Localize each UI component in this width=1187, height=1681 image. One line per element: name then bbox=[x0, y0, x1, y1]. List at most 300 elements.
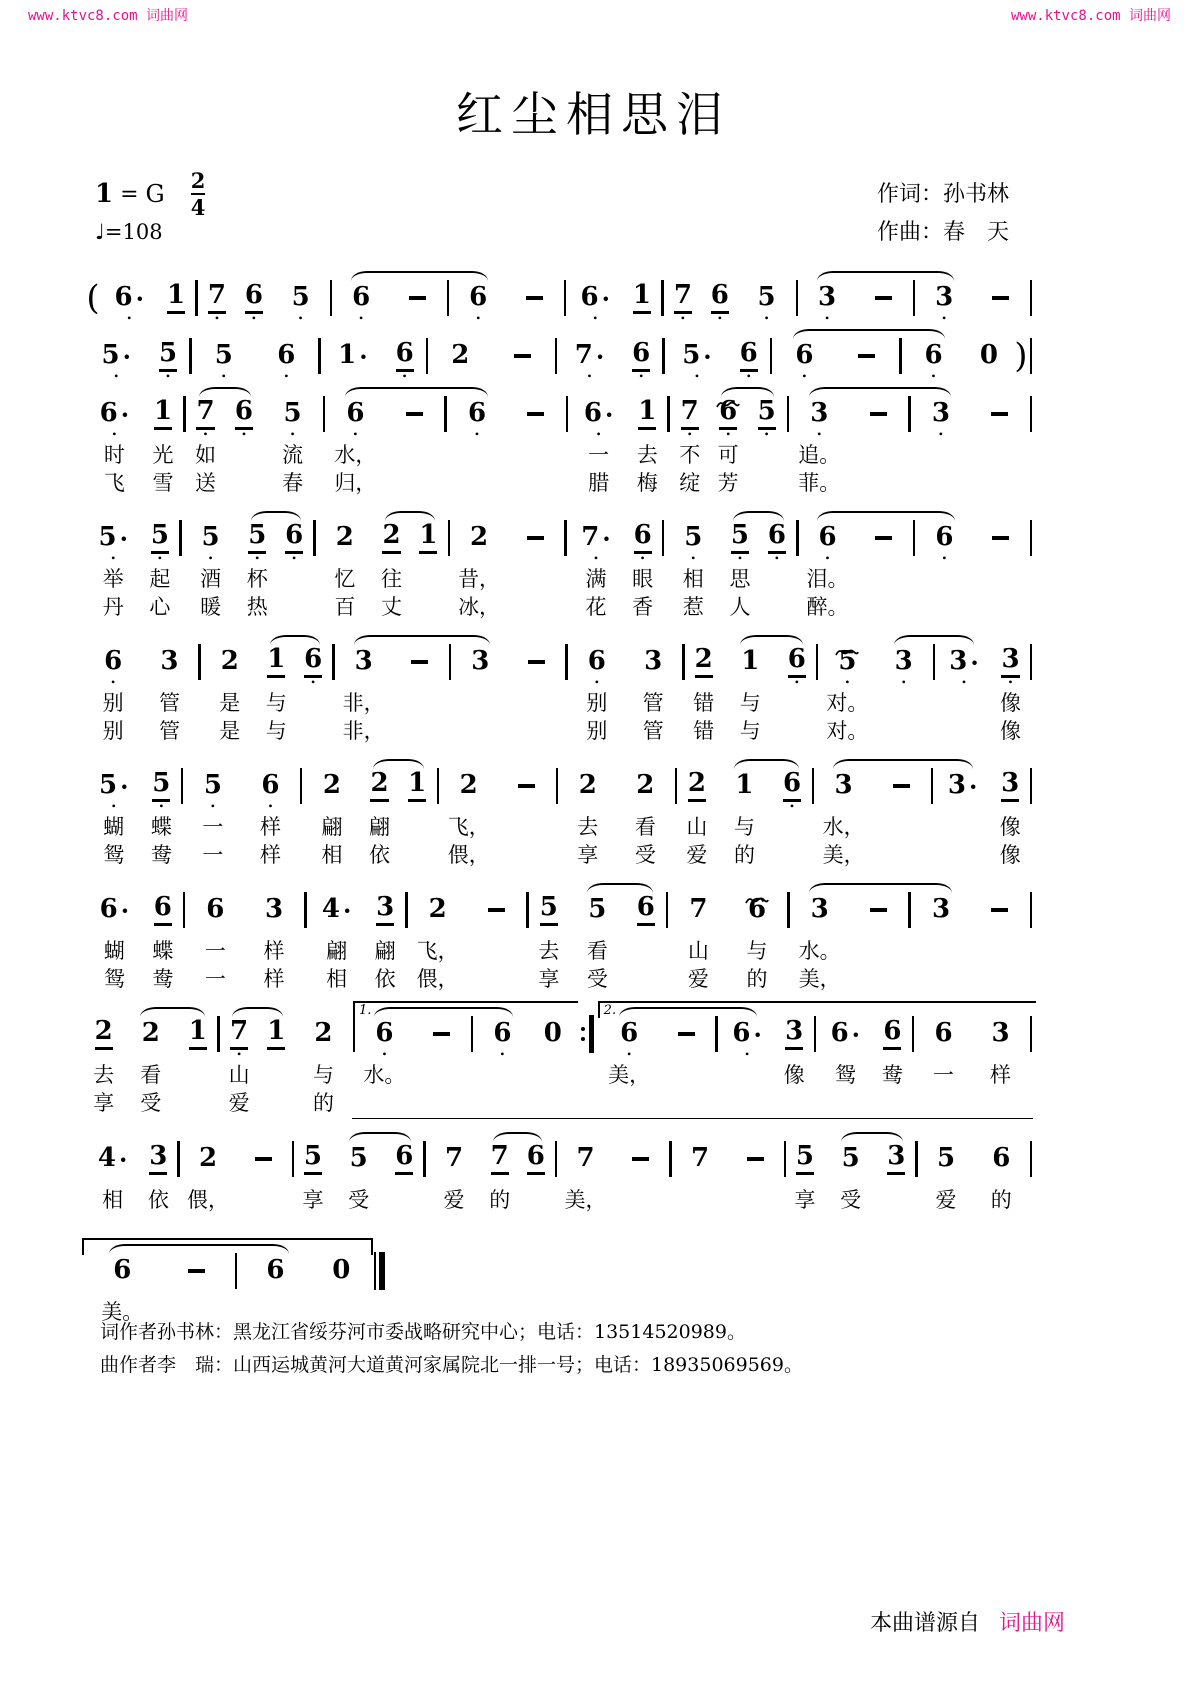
lyric-syllable bbox=[778, 718, 815, 746]
note-number: 3 bbox=[947, 770, 967, 801]
lyric-syllable: 雪 bbox=[152, 471, 174, 495]
lyric-syllable bbox=[225, 442, 263, 470]
note-cell bbox=[627, 880, 665, 994]
lyric-syllable: 相 bbox=[102, 1188, 124, 1212]
lyric-syllable: 蝶 bbox=[150, 815, 172, 839]
lyric-syllable bbox=[413, 1090, 470, 1119]
lyric-syllable: 水。 bbox=[363, 1063, 406, 1087]
glyph-row bbox=[276, 521, 313, 555]
lyric-syllable: 相 bbox=[326, 967, 348, 991]
glyph-row bbox=[85, 1142, 140, 1176]
note-number: 6 bbox=[493, 1018, 512, 1049]
glyph-row bbox=[313, 1254, 370, 1288]
octave-dot bbox=[1029, 803, 1033, 814]
volta-bracket bbox=[235, 1238, 316, 1255]
glyph-row bbox=[558, 339, 621, 373]
key-equals: = bbox=[120, 181, 139, 207]
note-number: 6 bbox=[580, 282, 599, 313]
note-cell bbox=[263, 384, 322, 498]
lyric-syllable bbox=[506, 470, 565, 498]
slur-space bbox=[701, 268, 738, 281]
glyph-row bbox=[440, 769, 498, 803]
octave-dot bbox=[467, 927, 526, 938]
glyph-row bbox=[122, 1017, 179, 1051]
barline-rule bbox=[1030, 396, 1033, 432]
lyric-syllable bbox=[936, 690, 992, 718]
lyric-syllable: 的 bbox=[746, 967, 768, 991]
volta-bracket bbox=[969, 1001, 1032, 1018]
note-cell bbox=[799, 268, 856, 326]
dash-rule bbox=[188, 1269, 205, 1273]
slur-space bbox=[492, 326, 555, 339]
dash-note bbox=[506, 384, 565, 498]
note-cell bbox=[773, 756, 811, 870]
slur-space bbox=[148, 326, 189, 339]
glyph-row bbox=[855, 281, 912, 315]
volta-bracket bbox=[410, 1001, 473, 1018]
slur-space bbox=[664, 268, 701, 281]
note-number: 7 bbox=[681, 398, 699, 429]
lyric-syllable bbox=[856, 594, 912, 622]
source-line bbox=[870, 1606, 1065, 1637]
lyric-syllable bbox=[295, 718, 332, 746]
glyph-row bbox=[158, 281, 195, 315]
slur-space bbox=[236, 1129, 291, 1142]
slur-space bbox=[836, 326, 899, 339]
octave-dot bbox=[313, 1288, 370, 1299]
tempo-mark bbox=[95, 220, 163, 244]
octave-dot: • bbox=[942, 551, 947, 565]
glyph-row bbox=[849, 397, 908, 431]
dash-note bbox=[492, 326, 555, 384]
slur-space bbox=[141, 508, 178, 521]
lyric-syllable bbox=[508, 718, 564, 746]
note-number: 2 bbox=[370, 770, 388, 801]
slur-space bbox=[192, 326, 255, 339]
note-cell bbox=[974, 1129, 1029, 1215]
note-number: 7 bbox=[576, 1143, 595, 1174]
slur-space bbox=[336, 632, 392, 645]
slur-space bbox=[569, 384, 628, 397]
lyric-syllable: 杯 bbox=[246, 567, 268, 591]
octave-dot: • bbox=[127, 311, 132, 325]
lyric-syllable: 美。 bbox=[101, 1300, 144, 1324]
note-number: 1 bbox=[408, 770, 426, 801]
octave-dot bbox=[623, 315, 660, 326]
note-number: 5 bbox=[936, 1143, 956, 1174]
dash-note bbox=[160, 1241, 235, 1327]
glyph-row bbox=[184, 769, 242, 803]
lyric-syllable: 春 bbox=[282, 471, 304, 495]
glyph-row bbox=[819, 645, 875, 679]
note-number: 5 bbox=[841, 1143, 860, 1174]
slur-space bbox=[326, 384, 385, 397]
octave-dot: • bbox=[737, 551, 743, 565]
slur-space bbox=[392, 632, 448, 645]
augmentation-dot: · bbox=[120, 895, 130, 925]
note-cell bbox=[225, 384, 263, 498]
note-cell bbox=[258, 1004, 295, 1118]
note-number: 7 bbox=[444, 1143, 464, 1174]
lyric-syllable bbox=[258, 1090, 295, 1118]
lyric-syllable bbox=[916, 594, 972, 622]
octave-dot bbox=[307, 927, 366, 938]
note-number: 2 bbox=[220, 646, 239, 677]
glyph-row bbox=[160, 1254, 235, 1288]
slur-space bbox=[936, 632, 992, 645]
note-number: 6 bbox=[830, 1018, 849, 1049]
note-cell bbox=[934, 756, 992, 870]
lyric-syllable: 样 bbox=[263, 939, 285, 963]
lyric-syllable bbox=[497, 814, 555, 842]
augmentation-dot: · bbox=[601, 283, 610, 313]
system-cells bbox=[85, 1241, 390, 1327]
slur-space bbox=[295, 1129, 331, 1142]
glyph-row bbox=[144, 397, 182, 431]
lyric-syllable bbox=[497, 842, 555, 870]
dash-note bbox=[385, 384, 444, 498]
glyph-row bbox=[366, 893, 404, 927]
slur-space bbox=[452, 632, 508, 645]
glyph-row bbox=[143, 769, 181, 803]
paren bbox=[85, 268, 101, 326]
octave-dot: • bbox=[825, 311, 830, 325]
note-number: 6 bbox=[747, 894, 767, 925]
lyric-syllable: 山 bbox=[228, 1063, 250, 1087]
lyric-syllable: 像 bbox=[783, 1063, 805, 1087]
octave-dot bbox=[85, 1288, 160, 1299]
lyric-syllable bbox=[876, 718, 932, 746]
lyric-syllable bbox=[575, 1062, 601, 1090]
glyph-row bbox=[856, 521, 912, 555]
note-cell bbox=[235, 268, 272, 326]
glyph-row bbox=[758, 521, 795, 555]
barline-rule bbox=[667, 396, 670, 432]
note-number: 3 bbox=[160, 646, 179, 677]
octave-dot bbox=[507, 555, 563, 566]
lyric-syllable bbox=[1029, 1090, 1033, 1119]
note-cell bbox=[242, 756, 300, 870]
slur-space bbox=[878, 1129, 914, 1142]
note-cell bbox=[85, 880, 144, 994]
note-number: 5 bbox=[540, 894, 558, 925]
glyph-row bbox=[506, 281, 563, 315]
glyph-row bbox=[192, 339, 255, 373]
lyric-syllable bbox=[276, 566, 313, 594]
music-system bbox=[85, 632, 1033, 746]
octave-dot: • bbox=[241, 427, 247, 441]
octave-dot: • bbox=[112, 427, 117, 441]
octave-dot: • bbox=[744, 1047, 750, 1061]
note-cell bbox=[672, 1129, 727, 1215]
note-number: 6 bbox=[277, 340, 296, 371]
barline-rule bbox=[565, 644, 568, 680]
note-number: 3 bbox=[810, 398, 829, 429]
lyric-syllable: 与 bbox=[733, 815, 755, 839]
note-number: 7 bbox=[581, 522, 600, 553]
octave-dot bbox=[180, 1176, 235, 1187]
note-number: 0 bbox=[543, 1018, 562, 1049]
slur-space bbox=[198, 268, 235, 281]
lyric-syllable bbox=[719, 1090, 776, 1119]
lyric-syllable bbox=[916, 566, 972, 594]
slur-space bbox=[973, 508, 1029, 521]
glyph-row bbox=[144, 893, 182, 927]
octave-dot bbox=[575, 1051, 601, 1062]
repeat-dot bbox=[581, 1037, 585, 1041]
volta-bracket bbox=[912, 1001, 975, 1018]
octave-dot: • bbox=[111, 799, 116, 813]
volta-bracket bbox=[353, 1001, 416, 1018]
dash-note bbox=[970, 880, 1029, 994]
system-cells bbox=[85, 880, 1033, 994]
glyph-row bbox=[507, 521, 563, 555]
lyric-syllable bbox=[1029, 1062, 1033, 1090]
note-cell bbox=[85, 1241, 160, 1327]
octave-dot bbox=[1029, 373, 1033, 384]
footer-credit-2: 曲作者李 瑞：山西运城黄河大道黄河家属院北一排一号；电话：18935069569。 bbox=[100, 1354, 803, 1376]
barline-rule bbox=[555, 338, 558, 374]
lyric-syllable: 别 bbox=[586, 719, 608, 743]
augmentation-dot: · bbox=[851, 1019, 861, 1049]
lyric-syllable: 受 bbox=[840, 1188, 862, 1212]
note-cell bbox=[719, 1004, 776, 1119]
octave-dot: • bbox=[694, 369, 700, 383]
note-number: 6 bbox=[235, 398, 253, 429]
note-number: 5 bbox=[151, 522, 169, 553]
lyric-syllable: 受 bbox=[140, 1091, 162, 1115]
dash-note bbox=[508, 632, 564, 746]
slur-space bbox=[671, 384, 709, 397]
lyric-syllable bbox=[1029, 938, 1033, 966]
system-cells bbox=[85, 756, 1033, 870]
dash-rule bbox=[528, 660, 545, 664]
glyph-row bbox=[238, 1254, 313, 1288]
lyric-syllable: 与 bbox=[739, 719, 761, 743]
note-cell bbox=[361, 756, 399, 870]
barline-rule bbox=[447, 280, 450, 316]
lyric-syllable: 鸯 bbox=[150, 843, 172, 867]
volta-bracket bbox=[310, 1238, 373, 1255]
lyric-syllable: 别 bbox=[102, 691, 124, 715]
note-cell bbox=[295, 1129, 331, 1215]
dash-note bbox=[467, 880, 526, 994]
octave-dot bbox=[1029, 555, 1033, 566]
note-number: 6 bbox=[719, 398, 737, 429]
note-number: 7 bbox=[230, 1018, 248, 1049]
note-cell bbox=[617, 756, 675, 870]
slur-space bbox=[685, 632, 722, 645]
dash-note bbox=[413, 1004, 470, 1119]
note-number: 6 bbox=[632, 340, 650, 371]
lyric-syllable bbox=[627, 966, 665, 994]
note-cell bbox=[625, 632, 681, 746]
glyph-row bbox=[658, 1017, 715, 1051]
note-cell bbox=[559, 756, 617, 870]
slur-space bbox=[303, 756, 361, 769]
note-number: 7 bbox=[491, 1143, 509, 1174]
note-number: 6 bbox=[924, 340, 943, 371]
barline bbox=[1029, 508, 1033, 622]
lyric-syllable bbox=[276, 594, 313, 622]
note-cell bbox=[558, 326, 621, 384]
slur-space bbox=[508, 632, 564, 645]
lyric-syllable bbox=[507, 594, 563, 622]
lyric-syllable: 美， bbox=[798, 967, 841, 991]
note-number: 3 bbox=[785, 1018, 803, 1049]
glyph-row bbox=[245, 893, 304, 927]
note-number: 1 bbox=[267, 646, 285, 677]
note-number: 6 bbox=[527, 1143, 545, 1174]
octave-dot bbox=[658, 1051, 715, 1062]
glyph-row bbox=[709, 397, 747, 431]
octave-dot bbox=[836, 373, 899, 384]
octave-dot: • bbox=[639, 369, 644, 383]
octave-dot: • bbox=[596, 427, 601, 441]
slur-space bbox=[902, 326, 965, 339]
slur-space bbox=[506, 384, 565, 397]
slur-space bbox=[239, 508, 276, 521]
lyric-syllable bbox=[467, 938, 526, 966]
dash-rule bbox=[526, 296, 543, 300]
lyricist-credit: 作词：孙书林 bbox=[876, 182, 1009, 207]
octave-dot bbox=[722, 679, 778, 690]
note-cell bbox=[440, 756, 498, 870]
glyph-row bbox=[787, 1142, 823, 1176]
glyph-row bbox=[361, 769, 399, 803]
glyph-row bbox=[1029, 1142, 1033, 1176]
note-number: 3 bbox=[376, 894, 394, 925]
lyric-syllable bbox=[236, 1187, 291, 1215]
slur-space bbox=[385, 384, 444, 397]
note-number: 1 bbox=[189, 1018, 207, 1049]
slur-space bbox=[366, 880, 404, 893]
glyph-row bbox=[728, 893, 787, 927]
note-cell bbox=[122, 1004, 179, 1118]
lyric-syllable: 忆 bbox=[334, 567, 356, 591]
note-number: 6 bbox=[783, 770, 801, 801]
lyric-syllable bbox=[452, 718, 508, 746]
dash-note bbox=[849, 880, 908, 994]
lyric-syllable: 看 bbox=[140, 1063, 162, 1087]
note-cell bbox=[276, 508, 313, 622]
barline-rule bbox=[217, 1016, 220, 1052]
lyric-syllable bbox=[295, 690, 332, 718]
note-number: 6 bbox=[768, 522, 786, 553]
augmentation-dot: · bbox=[703, 341, 712, 371]
lyric-syllable: 腊 bbox=[588, 471, 610, 495]
note-number: 2 bbox=[451, 340, 470, 371]
note-cell bbox=[144, 384, 182, 498]
note-number: 3 bbox=[354, 646, 373, 677]
glyph-row bbox=[508, 645, 564, 679]
dash-rule bbox=[893, 784, 910, 788]
barline-rule bbox=[177, 1141, 180, 1177]
lyric-syllable bbox=[876, 690, 932, 718]
glyph-row bbox=[333, 281, 390, 315]
glyph-row bbox=[664, 281, 701, 315]
augmentation-dot: · bbox=[605, 399, 614, 429]
barline-rule bbox=[908, 892, 911, 928]
note-number: 3 bbox=[810, 894, 829, 925]
barline-rule bbox=[666, 892, 669, 928]
note-number: 2 bbox=[578, 770, 597, 801]
glyph-row bbox=[220, 1017, 257, 1051]
octave-dot bbox=[530, 927, 568, 938]
slur-space bbox=[497, 756, 555, 769]
lyric-syllable: 丈 bbox=[380, 595, 402, 619]
glyph-row bbox=[85, 769, 143, 803]
note-cell bbox=[874, 1004, 911, 1119]
slur-space bbox=[467, 880, 526, 893]
lyric-syllable bbox=[474, 1062, 531, 1090]
slur-space bbox=[398, 756, 436, 769]
note-number: 6 bbox=[732, 1018, 751, 1049]
glyph-row bbox=[384, 339, 425, 373]
barline-rule bbox=[913, 280, 916, 316]
note-number: 2 bbox=[141, 1018, 160, 1049]
lyric-syllable: 归， bbox=[334, 471, 377, 495]
lyric-syllable: 绽 bbox=[679, 471, 701, 495]
octave-dot bbox=[972, 315, 1029, 326]
lyric-syllable bbox=[872, 842, 930, 870]
slur-space bbox=[258, 1004, 295, 1017]
glyph-row bbox=[773, 339, 836, 373]
glyph-row bbox=[326, 397, 385, 431]
slur-space bbox=[482, 1129, 518, 1142]
dash-note bbox=[856, 508, 912, 622]
lyric-syllable: 享 bbox=[577, 843, 599, 867]
note-cell bbox=[85, 632, 141, 746]
barline-rule bbox=[816, 644, 819, 680]
watermark-right: www.ktvc8.com 词曲网 bbox=[1010, 8, 1171, 24]
slur-space bbox=[272, 268, 329, 281]
octave-dot bbox=[1029, 927, 1033, 938]
glyph-row bbox=[617, 769, 675, 803]
dash-note bbox=[836, 326, 899, 384]
lyric-syllable: 像 bbox=[999, 843, 1021, 867]
slur-space bbox=[530, 880, 568, 893]
note-cell bbox=[85, 508, 141, 622]
lyric-syllable: 的 bbox=[489, 1188, 511, 1212]
lyric-syllable: 菲。 bbox=[798, 471, 841, 495]
octave-dot bbox=[497, 803, 555, 814]
note-cell bbox=[255, 326, 318, 384]
note-cell bbox=[569, 384, 628, 498]
note-cell bbox=[992, 632, 1029, 746]
paren-glyph: ) bbox=[1014, 336, 1028, 376]
octave-dot: • bbox=[111, 675, 116, 689]
note-cell bbox=[623, 268, 660, 326]
lyric-syllable bbox=[970, 470, 1029, 498]
note-cell bbox=[558, 1129, 613, 1215]
octave-dot: • bbox=[157, 551, 162, 565]
note-cell bbox=[671, 384, 709, 498]
augmentation-dot: · bbox=[970, 647, 979, 677]
lyric-syllable bbox=[1029, 594, 1033, 622]
lyric-syllable: 起 bbox=[149, 567, 171, 591]
slur-space bbox=[144, 384, 182, 397]
volta-bracket bbox=[82, 1238, 163, 1255]
lyric-syllable bbox=[773, 842, 811, 870]
slur-space bbox=[758, 508, 795, 521]
lyric-syllable: 相 bbox=[321, 843, 343, 867]
final-thin-rule bbox=[374, 1252, 376, 1290]
note-number: 2 bbox=[428, 894, 447, 925]
note-number: 0 bbox=[332, 1255, 351, 1286]
note-number: 5 bbox=[214, 340, 233, 371]
octave-dot bbox=[506, 315, 563, 326]
